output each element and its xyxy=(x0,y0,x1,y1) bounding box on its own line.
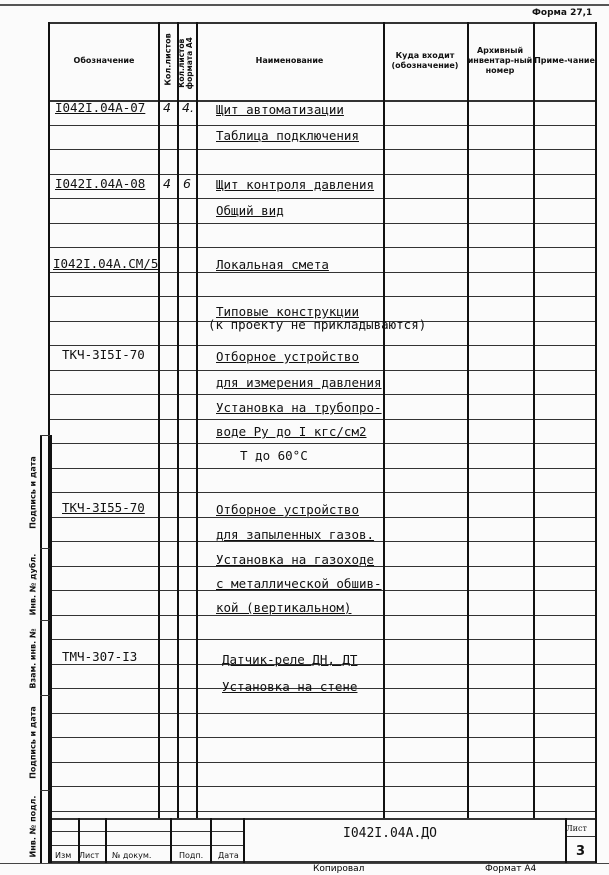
stamp-col-change: Изм xyxy=(55,851,72,860)
side-strip-mid xyxy=(50,435,52,863)
row-divider xyxy=(48,762,597,763)
document-code: I042I.04A.ДО xyxy=(343,826,437,841)
row-name: Т до 60°С xyxy=(240,448,308,463)
row-designation: I042I.04A-08 xyxy=(55,176,146,191)
column-divider xyxy=(158,22,160,818)
row-divider xyxy=(48,174,597,175)
row-name: Отборное устройство xyxy=(216,502,359,517)
row-divider xyxy=(48,272,597,273)
footer-copied: Копировал xyxy=(313,864,365,874)
header-archive-no: Архивный инвентар-ный номер xyxy=(467,46,533,75)
row-name: Общий вид xyxy=(216,203,284,218)
row-sheets: 4 xyxy=(163,176,171,191)
row-a4: 6 xyxy=(183,176,191,191)
row-designation: ТКЧ-3I5I-70 xyxy=(62,347,145,362)
row-divider xyxy=(48,786,597,787)
row-divider xyxy=(48,223,597,224)
side-label-signature-date: Подпись и дата xyxy=(28,456,38,529)
header-sheets-count: Кол.листов xyxy=(163,33,173,86)
column-divider xyxy=(595,22,597,818)
stamp-col-date: Дата xyxy=(218,851,239,860)
row-designation: ТМЧ-307-I3 xyxy=(62,649,138,664)
row-name: Отборное устройство xyxy=(216,349,359,364)
column-divider xyxy=(383,22,385,818)
row-divider xyxy=(48,419,597,420)
sheet-divider xyxy=(565,836,597,837)
row-divider xyxy=(48,443,597,444)
stamp-divider xyxy=(105,818,107,863)
header-sheets-a4: Кол.листов формата А4 xyxy=(176,37,194,90)
side-strip-divider xyxy=(40,548,50,549)
side-strip-divider xyxy=(40,790,50,791)
stamp-top xyxy=(48,818,597,819)
row-name: воде Ру до I кгс/см2 xyxy=(216,424,367,439)
stamp-col-sheet: Лист xyxy=(79,851,100,860)
row-divider xyxy=(48,737,597,738)
stamp-divider xyxy=(243,818,245,863)
row-name: Таблица подключения xyxy=(216,128,359,143)
stamp-col-signature: Подп. xyxy=(179,851,204,860)
row-designation: I042I.04A-07 xyxy=(55,100,146,115)
row-name: Щит контроля давления xyxy=(216,177,375,192)
row-sheets: 4 xyxy=(163,100,171,115)
row-name: для запыленных газов. xyxy=(216,527,375,542)
header-designation: Обозначение xyxy=(73,56,135,65)
row-divider xyxy=(48,468,597,469)
row-name: Датчик-реле ДН, ДТ xyxy=(222,652,358,667)
column-divider xyxy=(196,22,198,818)
row-divider xyxy=(48,370,597,371)
row-name: (к проекту не прикладываются) xyxy=(208,317,427,332)
scan-edge xyxy=(0,4,609,6)
stamp-divider xyxy=(210,818,212,863)
row-designation: I042I.04A.CM/5 xyxy=(53,256,159,271)
row-name: Установка на газоходе xyxy=(216,552,375,567)
sheet-number: 3 xyxy=(576,844,586,859)
row-divider xyxy=(48,517,597,518)
row-name: Установка на трубопро- xyxy=(216,400,382,415)
row-divider xyxy=(48,198,597,199)
row-divider xyxy=(48,247,597,248)
stamp-divider xyxy=(595,818,597,863)
row-a4: 4. xyxy=(182,100,194,115)
row-name: с металлической обшив- xyxy=(216,576,382,591)
header-where-used: Куда входит (обозначение) xyxy=(391,51,459,70)
side-label-signature-date-2: Подпись и дата xyxy=(28,706,38,779)
row-name: для измерения давления xyxy=(216,375,382,390)
form-label: Форма 27,1 xyxy=(532,8,593,18)
footer-format: Формат А4 xyxy=(485,864,537,874)
row-divider xyxy=(48,149,597,150)
row-divider xyxy=(48,394,597,395)
row-divider xyxy=(48,345,597,346)
header-name: Наименование xyxy=(255,56,324,65)
side-label-original-inv: Инв. № подл. xyxy=(28,795,38,858)
side-strip-divider xyxy=(40,620,50,621)
row-name: кой (вертикальном) xyxy=(216,600,352,615)
row-divider xyxy=(48,125,597,126)
side-label-duplicate-inv: Инв. № дубл. xyxy=(28,553,38,616)
row-designation: ТКЧ-3I55-70 xyxy=(62,500,145,515)
sheet-label: Лист xyxy=(566,824,587,833)
row-divider xyxy=(48,713,597,714)
row-name: Типовые конструкции xyxy=(216,304,359,319)
row-divider xyxy=(48,639,597,640)
stamp-col-doc-no: № докум. xyxy=(112,851,152,860)
side-strip-left xyxy=(40,435,42,863)
side-strip-divider xyxy=(40,435,50,436)
row-divider xyxy=(48,492,597,493)
row-name: Щит автоматизации xyxy=(216,102,344,117)
column-divider xyxy=(533,22,535,818)
side-label-replacement-inv: Взам. инв. № xyxy=(28,628,38,689)
row-name: Локальная смета xyxy=(216,257,329,272)
row-divider xyxy=(48,811,597,812)
column-divider xyxy=(467,22,469,818)
stamp-divider xyxy=(170,818,172,863)
row-name: Установка на стене xyxy=(222,679,358,694)
header-note: Приме-чание xyxy=(534,56,595,65)
row-divider xyxy=(48,615,597,616)
row-divider xyxy=(48,296,597,297)
side-strip-divider xyxy=(40,695,50,696)
column-divider xyxy=(177,22,179,818)
